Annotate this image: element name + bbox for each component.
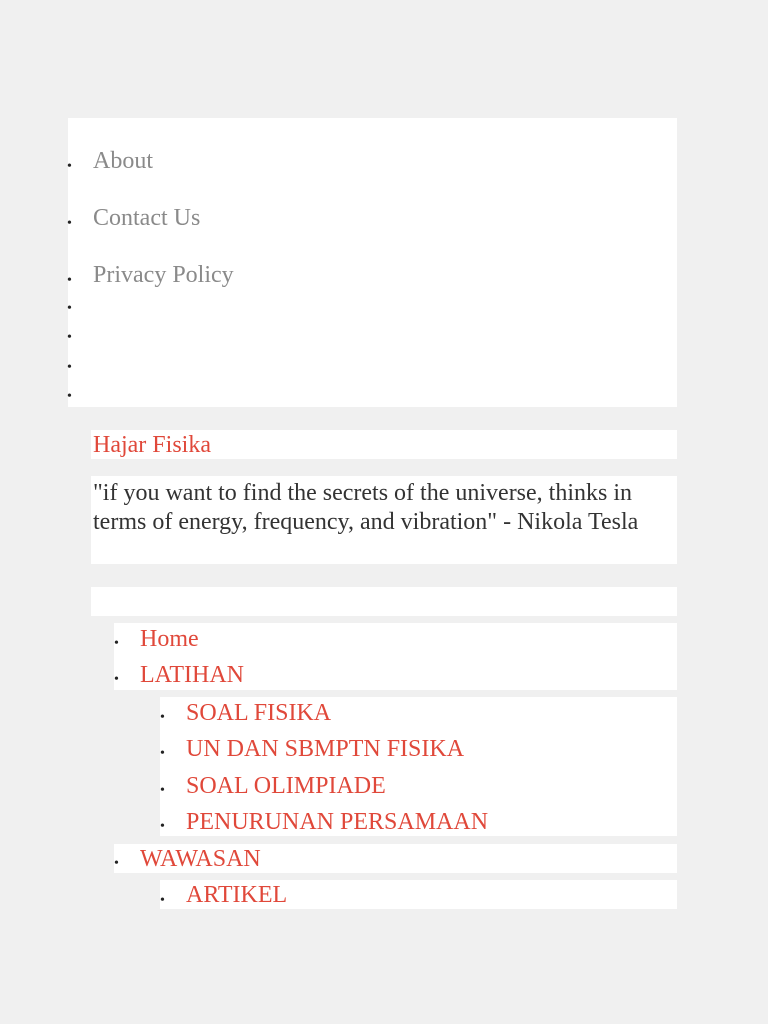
submenu-item-artikel[interactable]: ARTIKEL — [186, 882, 288, 908]
main-menu-bullet: • — [114, 856, 119, 871]
submenu-bullet: • — [160, 710, 165, 725]
top-menu-item-privacy-policy[interactable]: Privacy Policy — [93, 262, 234, 288]
top-menu-item-about[interactable]: About — [93, 148, 153, 174]
main-menu-bullet: • — [114, 636, 119, 651]
top-menu-item-contact-us[interactable]: Contact Us — [93, 205, 201, 231]
top-menu-bullet: • — [67, 216, 72, 231]
top-menu-empty-item[interactable]: • — [67, 330, 72, 345]
submenu-item-penurunan-persamaan[interactable]: PENURUNAN PERSAMAAN — [186, 809, 489, 835]
top-menu-bullet: • — [67, 159, 72, 174]
site-title[interactable]: Hajar Fisika — [93, 432, 211, 458]
submenu-bullet: • — [160, 819, 165, 834]
top-menu-empty-item[interactable]: • — [67, 301, 72, 316]
submenu-bullet: • — [160, 746, 165, 761]
main-menu-bullet: • — [114, 672, 119, 687]
submenu-item-un-dan-sbmptn-fisika[interactable]: UN DAN SBMPTN FISIKA — [186, 736, 465, 762]
submenu-bullet: • — [160, 783, 165, 798]
submenu-item-soal-fisika[interactable]: SOAL FISIKA — [186, 700, 332, 726]
top-menu-empty-item[interactable]: • — [67, 389, 72, 404]
empty-bar — [91, 587, 677, 616]
site-description: "if you want to find the secrets of the universe, thinks in terms of energy, frequency, and vibration" - Nikola Tesla — [93, 480, 639, 535]
top-menu-empty-item[interactable]: • — [67, 360, 72, 375]
main-menu-item-wawasan[interactable]: WAWASAN — [140, 846, 261, 872]
submenu-bullet: • — [160, 893, 165, 908]
main-menu-item-latihan[interactable]: LATIHAN — [140, 662, 244, 688]
top-menu-bullet: • — [67, 273, 72, 288]
main-menu-item-home[interactable]: Home — [140, 626, 199, 652]
submenu-item-soal-olimpiade[interactable]: SOAL OLIMPIADE — [186, 773, 386, 799]
